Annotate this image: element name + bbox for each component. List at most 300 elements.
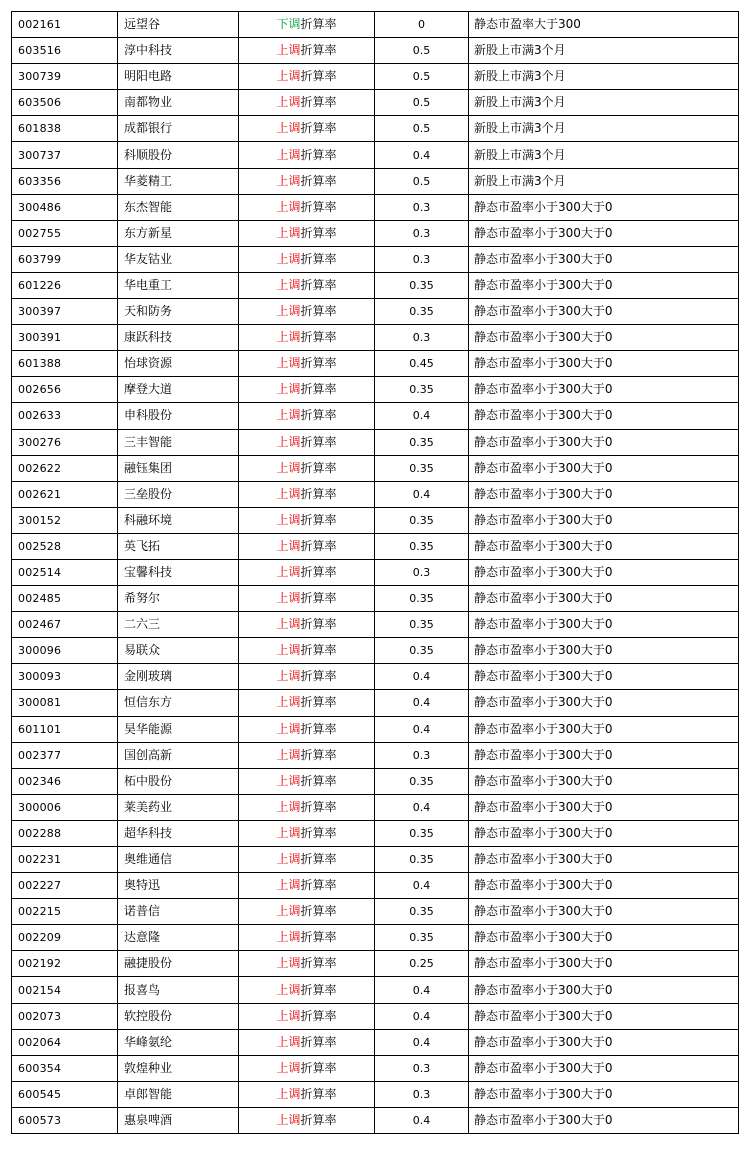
table-row [12, 429, 739, 455]
table-row [12, 1081, 739, 1107]
adjustment-reason-cell: 静态市盈率小于300大于0 [469, 899, 739, 925]
adjustment-cell [239, 899, 375, 925]
adjustment-label: 折算率 [300, 825, 337, 840]
stock-code-cell: 300739 [12, 64, 118, 90]
adjustment-direction: 上调 [276, 747, 301, 762]
stock-code-cell: 002622 [12, 455, 118, 481]
stock-name-cell: 东方新星 [118, 220, 239, 246]
table-row [12, 220, 739, 246]
adjustment-direction: 上调 [276, 825, 301, 840]
table-row [12, 325, 739, 351]
adjustment-label: 折算率 [300, 173, 337, 188]
adjustment-label: 折算率 [300, 69, 337, 84]
stock-name-cell: 二六三 [118, 612, 239, 638]
adjustment-direction: 上调 [276, 1112, 301, 1127]
table-row [12, 742, 739, 768]
stock-name-cell: 诺普信 [118, 899, 239, 925]
adjustment-reason-cell: 静态市盈率小于300大于0 [469, 977, 739, 1003]
adjustment-reason-cell: 静态市盈率小于300大于0 [469, 820, 739, 846]
stock-code-cell: 300096 [12, 638, 118, 664]
adjustment-reason-cell: 静态市盈率小于300大于0 [469, 533, 739, 559]
table-row [12, 90, 739, 116]
adjustment-direction: 上调 [276, 382, 301, 397]
adjustment-reason-cell: 静态市盈率小于300大于0 [469, 1081, 739, 1107]
adjustment-cell [239, 716, 375, 742]
table-row [12, 403, 739, 429]
stock-code-cell: 002467 [12, 612, 118, 638]
adjustment-label: 折算率 [300, 486, 337, 501]
table-row [12, 716, 739, 742]
table-row [12, 690, 739, 716]
conversion-rate-cell: 0.5 [375, 116, 469, 142]
adjustment-label: 折算率 [300, 43, 337, 58]
adjustment-label: 折算率 [300, 1086, 337, 1101]
adjustment-cell [239, 90, 375, 116]
adjustment-reason-cell: 静态市盈率小于300大于0 [469, 299, 739, 325]
table-row [12, 925, 739, 951]
conversion-rate-cell: 0.35 [375, 586, 469, 612]
stock-code-cell: 300391 [12, 325, 118, 351]
stock-code-cell: 002288 [12, 820, 118, 846]
conversion-rate-cell: 0.35 [375, 299, 469, 325]
stock-code-cell: 603516 [12, 38, 118, 64]
adjustment-direction: 上调 [276, 773, 301, 788]
conversion-rate-cell: 0.4 [375, 142, 469, 168]
adjustment-direction: 上调 [276, 669, 301, 684]
adjustment-cell [239, 1081, 375, 1107]
adjustment-label: 折算率 [300, 434, 337, 449]
conversion-rate-cell: 0.3 [375, 194, 469, 220]
stock-name-cell: 华电重工 [118, 272, 239, 298]
adjustment-direction: 上调 [276, 173, 301, 188]
stock-name-cell: 奥维通信 [118, 847, 239, 873]
adjustment-reason-cell: 静态市盈率小于300大于0 [469, 1055, 739, 1081]
table-row [12, 899, 739, 925]
stock-code-cell: 002755 [12, 220, 118, 246]
table-row [12, 664, 739, 690]
adjustment-cell [239, 794, 375, 820]
adjustment-direction: 上调 [276, 1060, 301, 1075]
table-row [12, 1029, 739, 1055]
adjustment-cell [239, 246, 375, 272]
adjustment-label: 折算率 [300, 799, 337, 814]
conversion-rate-cell: 0.4 [375, 1029, 469, 1055]
stock-name-cell: 成都银行 [118, 116, 239, 142]
adjustment-direction: 上调 [276, 43, 301, 58]
adjustment-label: 折算率 [300, 878, 337, 893]
table-row [12, 507, 739, 533]
table-row [12, 455, 739, 481]
adjustment-reason-cell: 新股上市满3个月 [469, 142, 739, 168]
adjustment-cell [239, 925, 375, 951]
adjustment-cell [239, 507, 375, 533]
adjustment-direction: 上调 [276, 1086, 301, 1101]
adjustment-direction: 上调 [276, 460, 301, 475]
adjustment-cell [239, 533, 375, 559]
adjustment-label: 折算率 [300, 695, 337, 710]
table-row [12, 64, 739, 90]
conversion-rate-cell: 0.35 [375, 925, 469, 951]
adjustment-cell [239, 1003, 375, 1029]
adjustment-reason-cell: 静态市盈率小于300大于0 [469, 873, 739, 899]
adjustment-reason-cell: 静态市盈率大于300 [469, 12, 739, 38]
adjustment-label: 折算率 [300, 330, 337, 345]
stock-code-cell: 300737 [12, 142, 118, 168]
conversion-rate-cell: 0.4 [375, 977, 469, 1003]
adjustment-cell [239, 403, 375, 429]
stock-name-cell: 惠泉啤酒 [118, 1107, 239, 1133]
adjustment-direction: 上调 [276, 565, 301, 580]
adjustment-reason-cell: 静态市盈率小于300大于0 [469, 768, 739, 794]
stock-code-cell: 002231 [12, 847, 118, 873]
adjustment-label: 折算率 [300, 1060, 337, 1075]
conversion-rate-cell: 0.4 [375, 1003, 469, 1029]
adjustment-label: 折算率 [300, 1008, 337, 1023]
stock-code-cell: 002528 [12, 533, 118, 559]
adjustment-label: 折算率 [300, 251, 337, 266]
adjustment-reason-cell: 静态市盈率小于300大于0 [469, 951, 739, 977]
adjustment-reason-cell: 静态市盈率小于300大于0 [469, 429, 739, 455]
table-row [12, 977, 739, 1003]
rate-adjustment-table [11, 11, 739, 1134]
conversion-rate-cell: 0.3 [375, 220, 469, 246]
adjustment-direction: 上调 [276, 225, 301, 240]
adjustment-cell [239, 351, 375, 377]
adjustment-reason-cell: 静态市盈率小于300大于0 [469, 455, 739, 481]
conversion-rate-cell: 0.4 [375, 716, 469, 742]
table-row [12, 533, 739, 559]
table-row [12, 194, 739, 220]
stock-name-cell: 易联众 [118, 638, 239, 664]
stock-name-cell: 昊华能源 [118, 716, 239, 742]
adjustment-reason-cell: 静态市盈率小于300大于0 [469, 847, 739, 873]
adjustment-label: 折算率 [300, 852, 337, 867]
stock-code-cell: 300006 [12, 794, 118, 820]
adjustment-direction: 上调 [276, 956, 301, 971]
adjustment-reason-cell: 静态市盈率小于300大于0 [469, 716, 739, 742]
adjustment-direction: 上调 [276, 512, 301, 527]
adjustment-cell [239, 612, 375, 638]
stock-name-cell: 明阳电路 [118, 64, 239, 90]
conversion-rate-cell: 0.35 [375, 768, 469, 794]
stock-code-cell: 002215 [12, 899, 118, 925]
adjustment-direction: 上调 [276, 69, 301, 84]
conversion-rate-cell: 0.4 [375, 794, 469, 820]
table-row [12, 951, 739, 977]
stock-name-cell: 康跃科技 [118, 325, 239, 351]
stock-name-cell: 达意隆 [118, 925, 239, 951]
conversion-rate-cell: 0.35 [375, 272, 469, 298]
adjustment-reason-cell: 静态市盈率小于300大于0 [469, 194, 739, 220]
table-row [12, 1107, 739, 1133]
stock-code-cell: 002621 [12, 481, 118, 507]
adjustment-cell [239, 951, 375, 977]
adjustment-direction: 上调 [276, 147, 301, 162]
adjustment-label: 折算率 [300, 512, 337, 527]
adjustment-cell [239, 299, 375, 325]
stock-code-cell: 603506 [12, 90, 118, 116]
conversion-rate-cell: 0.35 [375, 455, 469, 481]
table-row [12, 299, 739, 325]
table-row [12, 586, 739, 612]
table-row [12, 351, 739, 377]
adjustment-reason-cell: 静态市盈率小于300大于0 [469, 664, 739, 690]
adjustment-direction: 上调 [276, 486, 301, 501]
stock-code-cell: 300093 [12, 664, 118, 690]
stock-code-cell: 601226 [12, 272, 118, 298]
adjustment-reason-cell: 静态市盈率小于300大于0 [469, 559, 739, 585]
adjustment-reason-cell: 静态市盈率小于300大于0 [469, 1003, 739, 1029]
adjustment-direction: 上调 [276, 1008, 301, 1023]
stock-code-cell: 601388 [12, 351, 118, 377]
adjustment-label: 折算率 [300, 408, 337, 423]
stock-code-cell: 600545 [12, 1081, 118, 1107]
adjustment-direction: 上调 [276, 434, 301, 449]
table-row [12, 794, 739, 820]
adjustment-reason-cell: 静态市盈率小于300大于0 [469, 220, 739, 246]
stock-name-cell: 柘中股份 [118, 768, 239, 794]
conversion-rate-cell: 0.35 [375, 612, 469, 638]
stock-code-cell: 600573 [12, 1107, 118, 1133]
adjustment-label: 折算率 [300, 199, 337, 214]
adjustment-cell [239, 116, 375, 142]
adjustment-cell [239, 142, 375, 168]
adjustment-cell [239, 168, 375, 194]
adjustment-reason-cell: 静态市盈率小于300大于0 [469, 690, 739, 716]
conversion-rate-cell: 0.4 [375, 873, 469, 899]
adjustment-label: 折算率 [300, 17, 337, 32]
conversion-rate-cell: 0.3 [375, 246, 469, 272]
adjustment-reason-cell: 静态市盈率小于300大于0 [469, 246, 739, 272]
adjustment-reason-cell: 静态市盈率小于300大于0 [469, 272, 739, 298]
conversion-rate-cell: 0.4 [375, 1107, 469, 1133]
adjustment-label: 折算率 [300, 1034, 337, 1049]
adjustment-reason-cell: 静态市盈率小于300大于0 [469, 351, 739, 377]
conversion-rate-cell: 0.3 [375, 559, 469, 585]
adjustment-cell [239, 559, 375, 585]
stock-name-cell: 英飞拓 [118, 533, 239, 559]
stock-name-cell: 卓郎智能 [118, 1081, 239, 1107]
conversion-rate-cell: 0.35 [375, 638, 469, 664]
stock-code-cell: 002154 [12, 977, 118, 1003]
table-row [12, 559, 739, 585]
adjustment-direction: 上调 [276, 643, 301, 658]
adjustment-reason-cell: 静态市盈率小于300大于0 [469, 481, 739, 507]
conversion-rate-cell: 0.35 [375, 847, 469, 873]
conversion-rate-cell: 0.35 [375, 507, 469, 533]
adjustment-label: 折算率 [300, 669, 337, 684]
adjustment-reason-cell: 新股上市满3个月 [469, 116, 739, 142]
stock-name-cell: 三垒股份 [118, 481, 239, 507]
stock-code-cell: 601101 [12, 716, 118, 742]
stock-name-cell: 申科股份 [118, 403, 239, 429]
adjustment-cell [239, 220, 375, 246]
adjustment-cell [239, 455, 375, 481]
adjustment-reason-cell: 静态市盈率小于300大于0 [469, 612, 739, 638]
stock-name-cell: 远望谷 [118, 12, 239, 38]
adjustment-reason-cell: 静态市盈率小于300大于0 [469, 377, 739, 403]
adjustment-direction: 上调 [276, 930, 301, 945]
stock-code-cell: 600354 [12, 1055, 118, 1081]
adjustment-reason-cell: 静态市盈率小于300大于0 [469, 1107, 739, 1133]
stock-name-cell: 融钰集团 [118, 455, 239, 481]
conversion-rate-cell: 0.35 [375, 533, 469, 559]
stock-code-cell: 002377 [12, 742, 118, 768]
adjustment-label: 折算率 [300, 147, 337, 162]
table-row [12, 820, 739, 846]
stock-name-cell: 天和防务 [118, 299, 239, 325]
stock-name-cell: 报喜鸟 [118, 977, 239, 1003]
stock-code-cell: 002514 [12, 559, 118, 585]
adjustment-direction: 上调 [276, 982, 301, 997]
stock-name-cell: 科顺股份 [118, 142, 239, 168]
adjustment-reason-cell: 静态市盈率小于300大于0 [469, 403, 739, 429]
adjustment-label: 折算率 [300, 643, 337, 658]
adjustment-direction: 上调 [276, 408, 301, 423]
adjustment-cell [239, 977, 375, 1003]
adjustment-direction: 上调 [276, 199, 301, 214]
stock-code-cell: 300276 [12, 429, 118, 455]
table-row [12, 116, 739, 142]
adjustment-direction: 上调 [276, 852, 301, 867]
adjustment-label: 折算率 [300, 304, 337, 319]
adjustment-cell [239, 1029, 375, 1055]
adjustment-label: 折算率 [300, 382, 337, 397]
adjustment-label: 折算率 [300, 982, 337, 997]
conversion-rate-cell: 0.3 [375, 325, 469, 351]
adjustment-cell [239, 873, 375, 899]
adjustment-cell [239, 194, 375, 220]
adjustment-label: 折算率 [300, 747, 337, 762]
conversion-rate-cell: 0.5 [375, 38, 469, 64]
table-row [12, 377, 739, 403]
adjustment-label: 折算率 [300, 225, 337, 240]
adjustment-reason-cell: 新股上市满3个月 [469, 64, 739, 90]
stock-code-cell: 002073 [12, 1003, 118, 1029]
adjustment-direction: 上调 [276, 1034, 301, 1049]
stock-code-cell: 002064 [12, 1029, 118, 1055]
adjustment-cell [239, 1107, 375, 1133]
adjustment-cell [239, 820, 375, 846]
adjustment-direction: 下调 [276, 17, 301, 32]
table-row [12, 142, 739, 168]
stock-name-cell: 软控股份 [118, 1003, 239, 1029]
stock-name-cell: 华友钴业 [118, 246, 239, 272]
adjustment-direction: 上调 [276, 356, 301, 371]
stock-code-cell: 002192 [12, 951, 118, 977]
adjustment-reason-cell: 静态市盈率小于300大于0 [469, 794, 739, 820]
stock-name-cell: 怡球资源 [118, 351, 239, 377]
adjustment-cell [239, 377, 375, 403]
table-row [12, 246, 739, 272]
adjustment-direction: 上调 [276, 538, 301, 553]
stock-name-cell: 南都物业 [118, 90, 239, 116]
conversion-rate-cell: 0.35 [375, 429, 469, 455]
adjustment-reason-cell: 新股上市满3个月 [469, 38, 739, 64]
adjustment-reason-cell: 静态市盈率小于300大于0 [469, 638, 739, 664]
adjustment-direction: 上调 [276, 617, 301, 632]
adjustment-direction: 上调 [276, 251, 301, 266]
adjustment-direction: 上调 [276, 277, 301, 292]
stock-code-cell: 002209 [12, 925, 118, 951]
table-row [12, 38, 739, 64]
stock-name-cell: 摩登大道 [118, 377, 239, 403]
adjustment-direction: 上调 [276, 304, 301, 319]
stock-name-cell: 三丰智能 [118, 429, 239, 455]
adjustment-label: 折算率 [300, 356, 337, 371]
adjustment-label: 折算率 [300, 95, 337, 110]
stock-code-cell: 002227 [12, 873, 118, 899]
table-row [12, 12, 739, 38]
table-body [12, 12, 739, 1134]
conversion-rate-cell: 0.5 [375, 168, 469, 194]
table-row [12, 1055, 739, 1081]
adjustment-reason-cell: 新股上市满3个月 [469, 168, 739, 194]
conversion-rate-cell: 0.35 [375, 820, 469, 846]
stock-code-cell: 300152 [12, 507, 118, 533]
adjustment-cell [239, 690, 375, 716]
adjustment-cell [239, 272, 375, 298]
table-row [12, 272, 739, 298]
adjustment-cell [239, 742, 375, 768]
adjustment-label: 折算率 [300, 565, 337, 580]
adjustment-cell [239, 664, 375, 690]
stock-code-cell: 603356 [12, 168, 118, 194]
adjustment-label: 折算率 [300, 1112, 337, 1127]
stock-code-cell: 002633 [12, 403, 118, 429]
conversion-rate-cell: 0.3 [375, 1055, 469, 1081]
conversion-rate-cell: 0.5 [375, 90, 469, 116]
adjustment-label: 折算率 [300, 773, 337, 788]
conversion-rate-cell: 0.35 [375, 899, 469, 925]
adjustment-cell [239, 429, 375, 455]
conversion-rate-cell: 0.4 [375, 664, 469, 690]
stock-name-cell: 淳中科技 [118, 38, 239, 64]
conversion-rate-cell: 0.4 [375, 690, 469, 716]
conversion-rate-cell: 0.25 [375, 951, 469, 977]
adjustment-direction: 上调 [276, 95, 301, 110]
adjustment-reason-cell: 新股上市满3个月 [469, 90, 739, 116]
stock-name-cell: 奥特迅 [118, 873, 239, 899]
adjustment-reason-cell: 静态市盈率小于300大于0 [469, 1029, 739, 1055]
conversion-rate-cell: 0.45 [375, 351, 469, 377]
conversion-rate-cell: 0.35 [375, 377, 469, 403]
adjustment-cell [239, 847, 375, 873]
adjustment-cell [239, 38, 375, 64]
adjustment-cell [239, 586, 375, 612]
adjustment-reason-cell: 静态市盈率小于300大于0 [469, 586, 739, 612]
conversion-rate-cell: 0.5 [375, 64, 469, 90]
stock-name-cell: 华峰氨纶 [118, 1029, 239, 1055]
adjustment-reason-cell: 静态市盈率小于300大于0 [469, 925, 739, 951]
stock-name-cell: 恒信东方 [118, 690, 239, 716]
adjustment-cell [239, 12, 375, 38]
stock-name-cell: 宝馨科技 [118, 559, 239, 585]
table-row [12, 847, 739, 873]
adjustment-cell [239, 325, 375, 351]
adjustment-cell [239, 481, 375, 507]
table-row [12, 638, 739, 664]
adjustment-direction: 上调 [276, 121, 301, 136]
adjustment-label: 折算率 [300, 460, 337, 475]
adjustment-direction: 上调 [276, 904, 301, 919]
adjustment-cell [239, 1055, 375, 1081]
conversion-rate-cell: 0 [375, 12, 469, 38]
adjustment-direction: 上调 [276, 591, 301, 606]
table-row [12, 1003, 739, 1029]
stock-code-cell: 002161 [12, 12, 118, 38]
stock-name-cell: 国创高新 [118, 742, 239, 768]
